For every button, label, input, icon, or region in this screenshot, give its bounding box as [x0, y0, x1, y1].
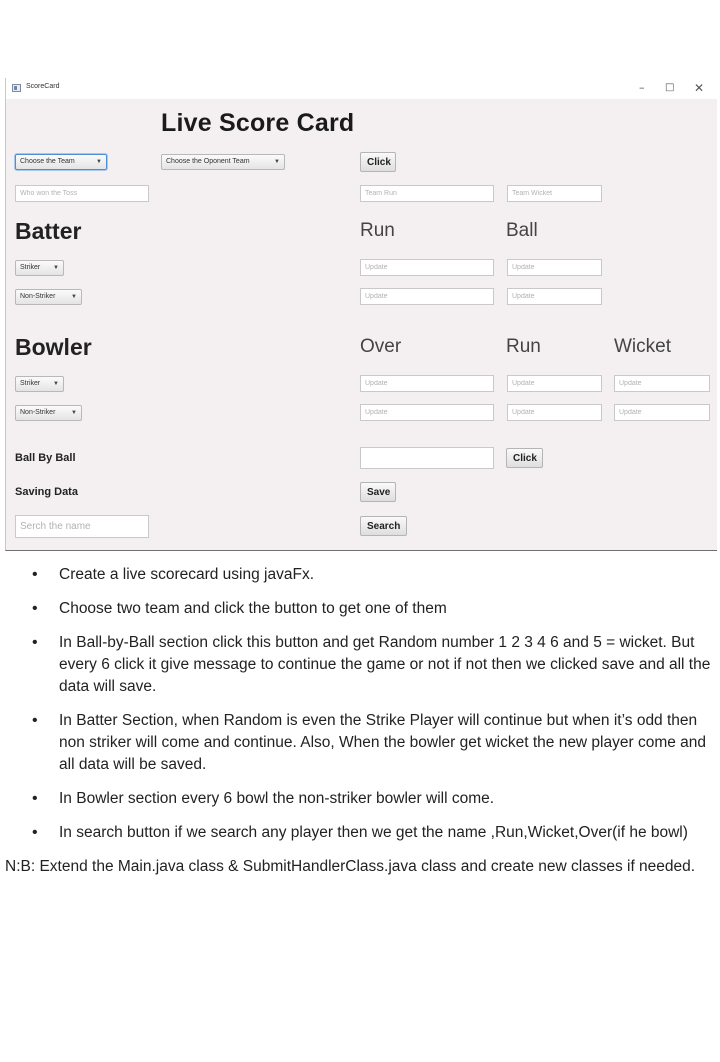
chevron-down-icon: ▼ [53, 381, 59, 387]
batter-title: Batter [15, 218, 82, 244]
batter-non-striker-combo[interactable] [15, 289, 82, 305]
scorecard-window [5, 78, 717, 551]
bowler-non-striker-combo[interactable] [15, 405, 82, 421]
toss-winner-input[interactable] [15, 185, 149, 202]
instruction-item: • In search button if we search any player then we get the name ,Run,Wicket,Over(if he bowl) [5, 822, 717, 844]
nb-note: N:B: Extend the Main.java class & SubmitHandlerClass.java class and create new classes if needed. [5, 858, 696, 875]
window-title: ScoreCard [26, 83, 60, 90]
instructions-list [5, 564, 717, 844]
bowler-non-striker-over-input[interactable] [360, 404, 494, 421]
batter-ball-header: Ball [506, 220, 538, 241]
maximize-icon[interactable]: □ [665, 82, 675, 93]
batter-striker-ball-input[interactable] [507, 259, 602, 276]
chevron-down-icon: ▼ [53, 265, 59, 271]
ball-by-ball-click-button[interactable]: Click [506, 448, 543, 468]
bowler-striker-over-input[interactable] [360, 375, 494, 392]
instruction-item: • In Batter Section, when Random is even the Strike Player will continue but when it’s odd then non striker will come and continue. Also, When the bowler get wicket the new player come and all data will be saved. [5, 710, 717, 776]
team-click-button[interactable]: Click [360, 152, 396, 172]
instructions-notes [5, 564, 717, 878]
close-icon[interactable]: ✕ [694, 81, 705, 95]
instruction-item: • In Bowler section every 6 bowl the non-striker bowler will come. [5, 788, 717, 810]
bowler-striker-wicket-input[interactable] [614, 375, 710, 392]
chevron-down-icon: ▼ [71, 410, 77, 416]
bowler-striker-label: Striker [20, 380, 41, 387]
opponent-team-combo[interactable] [161, 154, 285, 170]
page-title: Live Score Card [161, 109, 355, 137]
bowler-non-striker-run-input[interactable] [507, 404, 602, 421]
instruction-item: • Create a live scorecard using javaFx. [5, 564, 717, 586]
search-name-input[interactable] [15, 515, 149, 538]
bowler-wicket-header: Wicket [614, 336, 671, 357]
bowler-striker-run-input[interactable] [507, 375, 602, 392]
batter-non-striker-run-input[interactable] [360, 288, 494, 305]
bowler-over-header: Over [360, 336, 402, 357]
chevron-down-icon: ▼ [71, 294, 77, 300]
bowler-non-striker-label: Non-Striker [20, 409, 56, 416]
search-button[interactable]: Search [360, 516, 407, 536]
team-combo-label: Choose the Team [20, 158, 75, 165]
chevron-down-icon: ▼ [274, 159, 280, 165]
opponent-combo-label: Choose the Oponent Team [166, 158, 250, 165]
batter-striker-run-input[interactable] [360, 259, 494, 276]
team-combo[interactable] [15, 154, 107, 170]
batter-non-striker-ball-input[interactable] [507, 288, 602, 305]
ball-by-ball-input[interactable] [360, 447, 494, 469]
batter-striker-label: Striker [20, 264, 41, 271]
bowler-striker-combo[interactable] [15, 376, 64, 392]
save-button[interactable]: Save [360, 482, 396, 502]
instruction-item: • Choose two team and click the button to get one of them [5, 598, 717, 620]
team-wicket-input[interactable] [507, 185, 602, 202]
ball-by-ball-label: Ball By Ball [15, 452, 76, 464]
saving-data-label: Saving Data [15, 486, 78, 498]
app-icon [12, 84, 21, 92]
team-run-input[interactable] [360, 185, 494, 202]
batter-non-striker-label: Non-Striker [20, 293, 56, 300]
window-titlebar [6, 78, 718, 99]
bowler-non-striker-wicket-input[interactable] [614, 404, 710, 421]
minimize-icon[interactable]: – [639, 81, 645, 94]
bowler-run-header: Run [506, 336, 541, 357]
instruction-item: • In Ball-by-Ball section click this button and get Random number 1 2 3 4 6 and 5 = wicket. But every 6 click it give message to continue the game or not if not then we clicked save and all the data will save. [5, 632, 717, 698]
batter-striker-combo[interactable] [15, 260, 64, 276]
chevron-down-icon: ▼ [96, 159, 102, 165]
bowler-title: Bowler [15, 334, 92, 360]
batter-run-header: Run [360, 220, 395, 241]
